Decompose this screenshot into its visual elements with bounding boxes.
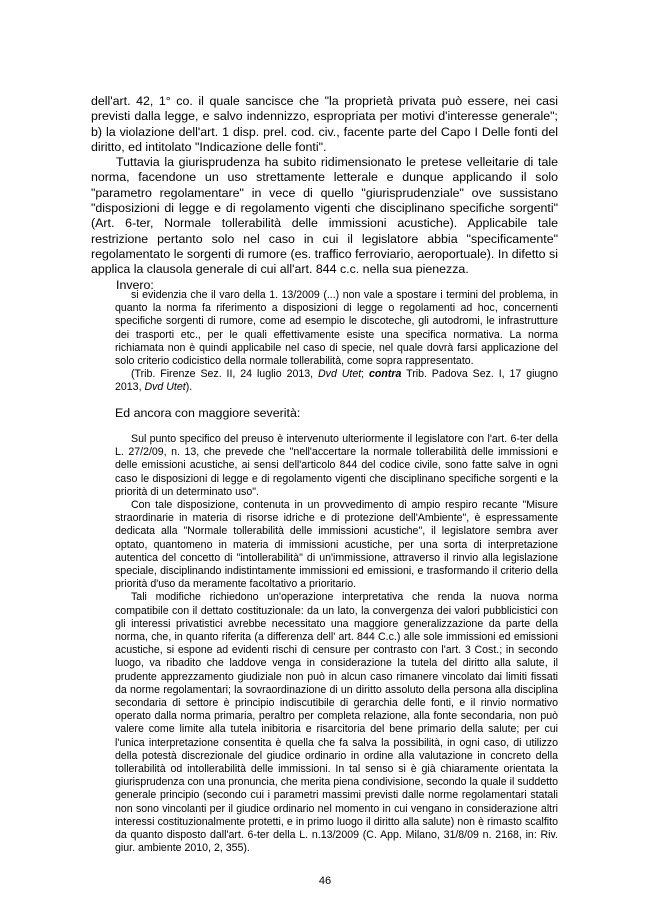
citation-source-a: Dvd Utet: [318, 368, 362, 381]
quote-paragraph: Sul punto specifico del preuso è intervenuto ulteriormente il legislatore con l'art. 6-ter della L. 27/2/09, n. 13, che prevede che "nell'accertare la normale tollerabilità delle immissioni e delle emissioni acustiche, ai sensi dell'articolo 844 del codice civile, sono fatte salve in ogni caso le disposizioni di legge e di regolamento vigenti che disciplinano specifiche sorgenti e la priorità di un determinato uso".: [115, 433, 558, 498]
citation-contra: contra: [369, 368, 402, 381]
section-heading: Ed ancora con maggiore severità:: [115, 406, 301, 420]
quote-block-2: [115, 433, 558, 856]
quote-paragraph: Con tale disposizione, contenuta in un provvedimento di ampio respiro recante "Misure straordinarie in materia di risorse idriche e di protezione dell'Ambiente", è espressamente dedicata alla "Normale tollerabilità delle immissioni acustiche", il legislatore sembra aver optato, quantomeno in materia di immissioni acustiche, per una sorta di interpretazione autentica del concetto di "intollerabilità" di un'immissione, attraverso il rinvio alla legislazione speciale, disciplinando indistintamente immissioni ed emissioni, e trasformando il criterio della priorità d'uso da meramente facoltativo a prioritario.: [115, 499, 558, 591]
citation-separator: ;: [361, 368, 370, 381]
quote-text: si evidenzia che il varo della 1. 13/2009 (...) non vale a spostare i termini del problema, in quanto la norma fa riferimento a disposizioni di legge o regolamenti ad hoc, concernenti specifiche sorgenti di rumore, come ad esempio le discoteche, gli autodromi, le infrastrutture dei trasporti etc., per le quali effettivamente esiste una specifica normativa. La norma richiamata non è quindi applicabile nel caso di specie, nel quale dovrà farsi applicazione del solo criterio codicistico della normale tollerabilità, come sopra rappresentato.: [115, 289, 558, 368]
page-number: 46: [318, 875, 332, 887]
quote-paragraph: Tali modifiche richiedono un'operazione interpretativa che renda la nuova norma compatibile con il dettato costituzionale: da un lato, la convergenza dei valori pubblicistici con gli interessi privatistici avrebbe necessitato una maggiore generalizzazione da parte della norma, che, in quanto riferita (a differenza dell' art. 844 C.c.) alle sole immissioni ed emissioni acustiche, si espone ad evidenti rischi di censure per contrasto con l'art. 3 Cost.; in secondo luogo, va ribadito che laddove venga in considerazione la tutela del diritto alla salute, il prudente apprezzamento giudiziale non può in alcun caso rimanere vincolato dai limiti fissati da norme regolamentari; la sovraordinazione di un diritto assoluto della persona alla disciplina secondaria di settore è principio indiscutibile di gerarchia delle fonti, e il rinvio normativo operato dalla norma primaria, peraltro per completa relazione, alla fonte secondaria, non può valere come limite alla tutela inibitoria e risarcitoria del bene primario della salute; per cui l'unica interpretazione consentita è quella che fa salva la possibilità, in ogni caso, di utilizzo della potestà discrezionale del giudice ordinario in ordine alla valutazione in concreto della tollerabilità od intollerabilità delle immissioni. In tal senso si è già chiaramente orientata la giurisprudenza con una pronuncia, che merita piena condivisione, secondo la quale il suddetto generale principio (secondo cui i parametri massimi previsti dalle norme regolamentari statali non sono vincolanti per il giudice ordinario nel momento in cui vengano in considerazione altri interessi costituzionalmente protetti, e in primo luogo il diritto alla salute) non è rimasto scalfito da quanto disposto dall'art. 6-ter della L. n.13/2009 (C. App. Milano, 31/8/09 n. 2168, in: Riv. giur. ambiente 2010, 2, 355).: [115, 591, 558, 855]
quote-citation: [115, 368, 558, 394]
paragraph-continuation: dell'art. 42, 1° co. il quale sancisce che "la proprietà privata può essere, nei casi previsti dalla legge, e salvo indennizzo, espropriata per motivi d'interesse generale"; b) la violazione dell'art. 1 disp. prel. cod. civ., facente parte del Capo I Delle fonti del diritto, ed intitolato "Indicazione delle fonti".: [91, 94, 558, 154]
main-text: [91, 94, 558, 293]
paragraph-giurisprudenza: Tuttavia la giurisprudenza ha subito ridimensionato le pretese velleitarie di tale norma, facendone un uso strettamente letterale e dunque applicando il solo "parametro regolamentare" in vece di quello "giurisprudenziale" ove sussistano "disposizioni di legge e di regolamento vigenti che disciplinano specifiche sorgenti" (Art. 6-ter, Normale tollerabilità delle immissioni acustiche). Applicabile tale restrizione pertanto solo nel caso in cui il legislatore abbia "specificamente" regolamentato le sorgenti di rumore (es. traffico ferroviario, aeroportuale). In difetto si applica la clausola generale di cui all'art. 844 c.c. nella sua pienezza.: [91, 155, 558, 277]
paragraph-invero: Invero:: [116, 277, 154, 292]
citation-end: ).: [185, 381, 193, 394]
citation-source-b: Dvd Utet: [144, 381, 186, 394]
citation-part-b: Trib. Padova Sez. I, 17 giugno 2013,: [115, 368, 559, 394]
quote-block-1: [115, 289, 558, 395]
citation-part-a: (Trib. Firenze Sez. II, 24 luglio 2013,: [131, 368, 318, 381]
